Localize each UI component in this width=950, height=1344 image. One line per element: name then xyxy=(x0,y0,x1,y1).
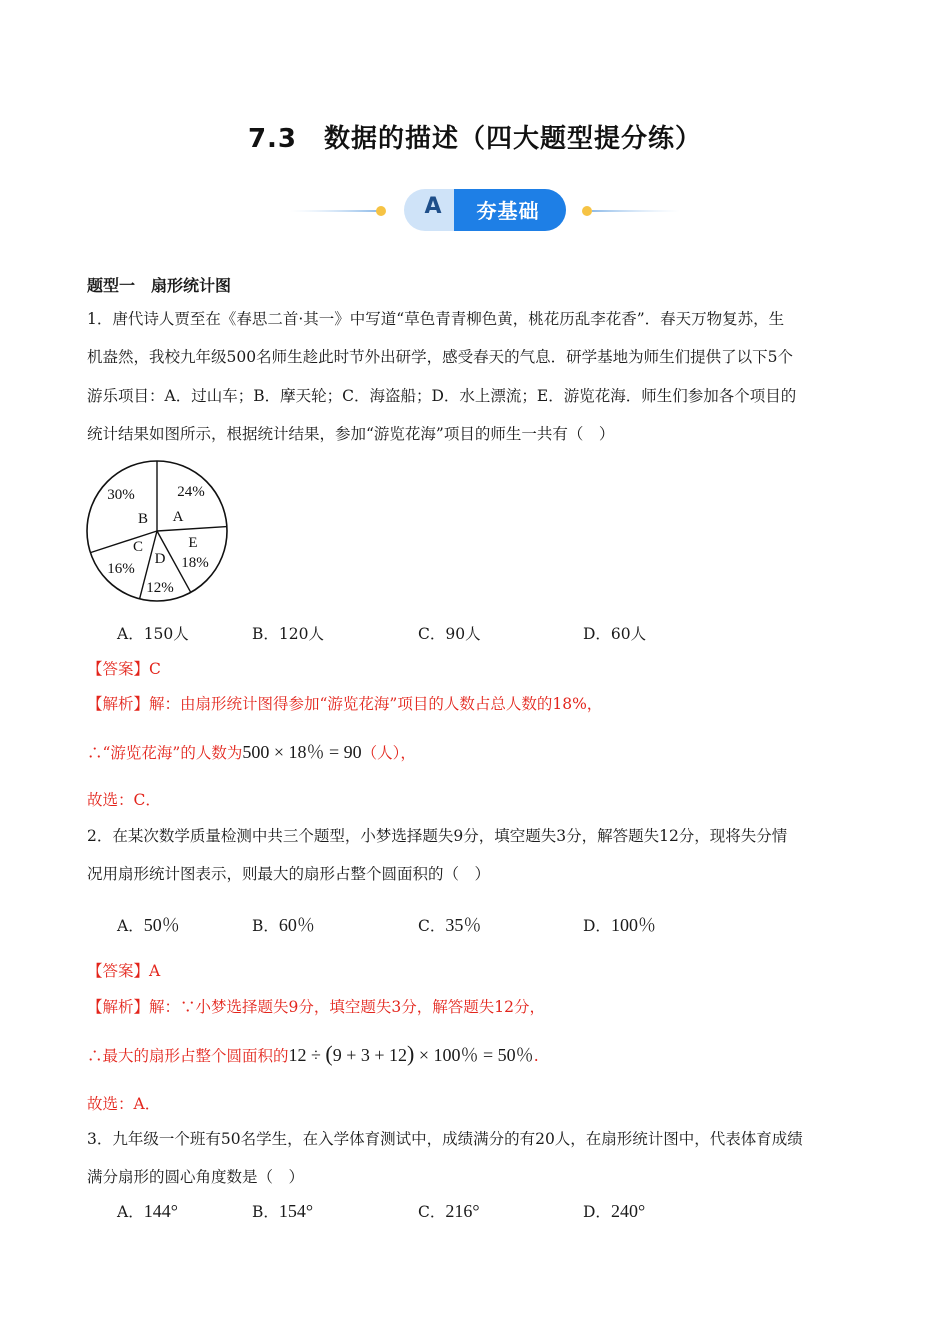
q3-option-d: D．240° xyxy=(583,1201,646,1221)
q1-answer: 【答案】C xyxy=(87,660,161,678)
pie-percent-label: 24% xyxy=(177,484,205,500)
q2-step-text: ∴最大的扇形占整个圆面积的 xyxy=(87,1047,289,1065)
q2-text-line: 2．在某次数学质量检测中共三个题型，小梦选择题失9分，填空题失3分，解答题失12分，现将失分情 xyxy=(87,827,788,845)
q1-step-math: 500 × 18％ = 90 xyxy=(242,742,362,762)
pie-percent-label: 18% xyxy=(181,555,209,571)
section-heading: 题型一 扇形统计图 xyxy=(87,276,232,295)
q2-step-tail: . xyxy=(533,1047,539,1065)
badge-label: 夯基础 xyxy=(476,199,540,223)
badge-dot-left xyxy=(376,206,386,216)
pie-chart xyxy=(83,459,233,605)
q1-option-d: D．60人 xyxy=(583,625,647,643)
level-badge xyxy=(290,186,680,234)
q2-option-c: C．35％ xyxy=(418,915,482,935)
q1-step-tail: （人）， xyxy=(361,744,416,762)
q3-text-line: 满分扇形的圆心角度数是（ ） xyxy=(87,1168,305,1186)
q1-step-text: ∴“游览花海”的人数为 xyxy=(87,744,243,762)
q1-option-a: A．150人 xyxy=(117,625,189,643)
pie-category-label: B xyxy=(137,511,149,527)
q3-text-line: 3．九年级一个班有50名学生，在入学体育测试中，成绩满分的有20人，在扇形统计图中，代表体育成绩 xyxy=(87,1130,803,1148)
pie-category-label: D xyxy=(154,551,166,567)
pie-percent-label: 12% xyxy=(146,580,174,596)
q3-option-b: B．154° xyxy=(252,1201,314,1221)
q1-text-line: 1．唐代诗人贾至在《春思二首·其一》中写道“草色青青柳色黄，桃花历乱李花香”．春天万物复苏，生 xyxy=(87,310,785,328)
q2-option-b: B．60％ xyxy=(252,915,315,935)
q1-conclusion: 故选：C． xyxy=(87,791,161,809)
q1-option-b: B．120人 xyxy=(252,625,324,643)
pie-percent-label: 16% xyxy=(107,561,135,577)
badge-line-right xyxy=(592,210,680,212)
pie-category-label: C xyxy=(132,539,144,555)
q1-step xyxy=(87,741,867,764)
q2-step-math: 12 ÷ (9 + 3 + 12) × 100％ = 50％ xyxy=(288,1041,534,1066)
q2-answer: 【答案】A xyxy=(87,962,161,980)
pie-category-label: A xyxy=(172,509,184,525)
q3-option-c: C．216° xyxy=(418,1201,480,1221)
q2-text-line: 况用扇形统计图表示，则最大的扇形占整个圆面积的（ ） xyxy=(87,865,491,883)
q1-analysis: 【解析】解：由扇形统计图得参加“游览花海”项目的人数占总人数的18%， xyxy=(87,695,603,713)
q2-conclusion: 故选：A． xyxy=(87,1095,161,1113)
q2-analysis: 【解析】解：∵小梦选择题失9分，填空题失3分，解答题失12分， xyxy=(87,998,545,1016)
q3-option-a: A．144° xyxy=(117,1201,178,1221)
badge-letter: A xyxy=(424,194,442,219)
page-title: 7.3 数据的描述（四大题型提分练） xyxy=(247,124,703,154)
pie-category-label: E xyxy=(188,535,198,551)
badge-dot-right xyxy=(582,206,592,216)
pie-percent-label: 30% xyxy=(107,487,135,503)
q1-text-line: 游乐项目：A．过山车；B．摩天轮；C．海盗船；D．水上漂流；E．游览花海．师生们参加各个项目的 xyxy=(87,387,797,405)
q1-option-c: C．90人 xyxy=(418,625,481,643)
q2-step xyxy=(87,1043,867,1067)
q2-option-a: A．50％ xyxy=(117,915,180,935)
q2-option-d: D．100％ xyxy=(583,915,656,935)
q1-text-line: 统计结果如图所示，根据统计结果，参加“游览花海”项目的师生一共有（ ） xyxy=(87,425,615,443)
q1-text-line: 机盎然，我校九年级500名师生趁此时节外出研学，感受春天的气息．研学基地为师生们提供了以下5个 xyxy=(87,348,793,366)
badge-line-left xyxy=(290,210,378,212)
